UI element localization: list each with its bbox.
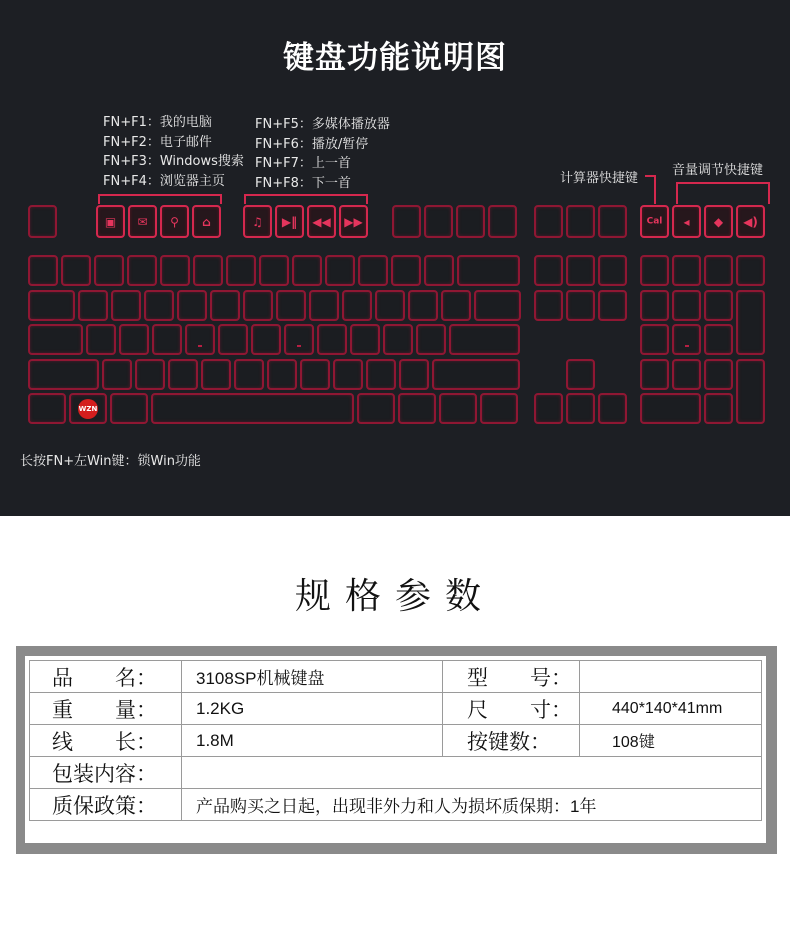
- size-label: 尺 寸：: [443, 693, 580, 725]
- calculator-callout: 计算器快捷键: [560, 171, 639, 186]
- key: [300, 359, 330, 390]
- brand-logo-icon: WZN: [78, 399, 98, 419]
- key: [201, 359, 231, 390]
- f8-key: [339, 205, 368, 238]
- print-screen-key: [534, 205, 563, 238]
- f4-key: [192, 205, 221, 238]
- scroll-lock-key: [566, 205, 595, 238]
- key: [398, 393, 436, 424]
- fn-f2-note: FN+F2：电子邮件: [103, 135, 212, 150]
- key: [78, 290, 108, 321]
- key: [292, 255, 322, 286]
- f5-key: [243, 205, 272, 238]
- numpad-key: [640, 324, 669, 355]
- nav-key: [534, 290, 563, 321]
- key: [135, 359, 165, 390]
- key: [399, 359, 429, 390]
- key: [357, 393, 395, 424]
- key: [284, 324, 314, 355]
- key: [416, 324, 446, 355]
- key: [86, 324, 116, 355]
- key: [449, 324, 520, 355]
- mail-icon: ✉: [137, 214, 148, 229]
- music-icon: ♫: [252, 214, 263, 229]
- mute-key: [704, 205, 733, 238]
- key: [366, 359, 396, 390]
- numpad-key: [704, 324, 733, 355]
- key: [102, 359, 132, 390]
- key: [28, 255, 58, 286]
- key: [28, 393, 66, 424]
- fn-f6-note: FN+F6：播放/暂停: [255, 137, 369, 152]
- play-pause-icon: ▶‖: [281, 214, 298, 229]
- key: [160, 255, 190, 286]
- numpad-key: [704, 393, 733, 424]
- cable-length-value: 1.8M: [182, 725, 443, 757]
- f3-key: [160, 205, 189, 238]
- key: [28, 290, 75, 321]
- spec-table: [29, 660, 762, 821]
- key: [234, 359, 264, 390]
- name-label: 品 名：: [30, 661, 182, 693]
- key: [28, 324, 83, 355]
- arrow-key: [598, 393, 627, 424]
- next-track-icon: ▶▶: [344, 214, 363, 229]
- numpad-enter-key: [736, 359, 765, 424]
- key: [185, 324, 215, 355]
- key: [424, 255, 454, 286]
- fn-f4-note: FN+F4：浏览器主页: [103, 174, 225, 189]
- model-label: 型 号：: [443, 661, 580, 693]
- numpad-key: [736, 255, 765, 286]
- calculator-key: [640, 205, 669, 238]
- f12-key: [488, 205, 517, 238]
- fn-f1-note: FN+F1：我的电脑: [103, 115, 212, 130]
- key: [177, 290, 207, 321]
- volume-callout: 音量调节快捷键: [672, 163, 764, 178]
- volume-up-key: [736, 205, 765, 238]
- my-computer-icon: ▣: [104, 214, 117, 229]
- key: [210, 290, 240, 321]
- spec-frame: [16, 646, 777, 854]
- f9-key: [392, 205, 421, 238]
- key: [144, 290, 174, 321]
- key: [152, 324, 182, 355]
- key: [439, 393, 477, 424]
- numpad-key: [672, 290, 701, 321]
- media-bracket-right: [366, 194, 368, 204]
- nav-key: [598, 290, 627, 321]
- key-bump: [685, 345, 689, 347]
- f2-key: [128, 205, 157, 238]
- calc-leader-v: [654, 175, 656, 204]
- numpad-zero-key: [640, 393, 701, 424]
- key: [474, 290, 521, 321]
- fn-bracket-line: [98, 194, 222, 196]
- table-row: [30, 757, 762, 789]
- key: [441, 290, 471, 321]
- key: [276, 290, 306, 321]
- key: [333, 359, 363, 390]
- key: [457, 255, 520, 286]
- key: [243, 290, 273, 321]
- key: [28, 359, 99, 390]
- calculator-key-label: Cal: [646, 216, 663, 226]
- nav-key: [566, 290, 595, 321]
- numpad-key: [704, 359, 733, 390]
- key: [480, 393, 518, 424]
- key-bump: [198, 345, 202, 347]
- name-value: 3108SP机械键盘: [182, 661, 443, 693]
- key: [218, 324, 248, 355]
- fn-f5-note: FN+F5：多媒体播放器: [255, 117, 390, 132]
- volume-down-key: [672, 205, 701, 238]
- key: [168, 359, 198, 390]
- arrow-up-key: [566, 359, 595, 390]
- key: [61, 255, 91, 286]
- warranty-value: 产品购买之日起，出现非外力和人为损坏质保期：1年: [182, 789, 762, 821]
- volume-bracket-line: [676, 182, 770, 184]
- fn-bracket-left: [98, 194, 100, 204]
- previous-track-icon: ◀◀: [312, 214, 331, 229]
- search-icon: ⚲: [170, 214, 179, 229]
- volume-bracket-left: [676, 182, 678, 204]
- media-bracket-line: [244, 194, 368, 196]
- key: [432, 359, 520, 390]
- pause-key: [598, 205, 627, 238]
- f11-key: [456, 205, 485, 238]
- key: [317, 324, 347, 355]
- table-row: [30, 661, 762, 693]
- volume-down-icon: ◂: [683, 214, 690, 229]
- cable-length-label: 线 长：: [30, 725, 182, 757]
- fn-f8-note: FN+F8：下一首: [255, 176, 351, 191]
- table-row: [30, 693, 762, 725]
- arrow-key: [566, 393, 595, 424]
- numpad-key: [672, 255, 701, 286]
- numpad-key: [704, 255, 733, 286]
- fn-f3-note: FN+F3：Windows搜索: [103, 154, 244, 169]
- size-value: 440*140*41mm: [580, 693, 762, 725]
- key: [383, 324, 413, 355]
- packing-value: [182, 757, 762, 789]
- spec-inner: [25, 656, 766, 843]
- numpad-plus-key: [736, 290, 765, 355]
- f6-key: [275, 205, 304, 238]
- win-lock-note: 长按FN+左Win键：锁Win功能: [20, 454, 201, 469]
- keyboard-diagram-title: 键盘功能说明图: [283, 40, 507, 76]
- spec-title: 规格参数: [294, 576, 495, 617]
- nav-key: [534, 255, 563, 286]
- key: [251, 324, 281, 355]
- numpad-key: [640, 290, 669, 321]
- model-value: [580, 661, 762, 693]
- numpad-key: [672, 359, 701, 390]
- key: [110, 393, 148, 424]
- volume-up-icon: ◀): [743, 214, 758, 229]
- f10-key: [424, 205, 453, 238]
- packing-label: 包装内容：: [30, 757, 182, 789]
- key: [151, 393, 354, 424]
- key: [325, 255, 355, 286]
- key: [119, 324, 149, 355]
- key: [408, 290, 438, 321]
- key: [94, 255, 124, 286]
- key: [391, 255, 421, 286]
- key: [309, 290, 339, 321]
- key: [342, 290, 372, 321]
- fn-bracket-right: [220, 194, 222, 204]
- warranty-label: 质保政策：: [30, 789, 182, 821]
- esc-key: [28, 205, 57, 238]
- nav-key: [566, 255, 595, 286]
- media-bracket-left: [244, 194, 246, 204]
- f1-key: [96, 205, 125, 238]
- key: [193, 255, 223, 286]
- f7-key: [307, 205, 336, 238]
- key: [111, 290, 141, 321]
- fn-f7-note: FN+F7：上一首: [255, 156, 351, 171]
- arrow-key: [534, 393, 563, 424]
- key-bump: [297, 345, 301, 347]
- mute-icon: ◆: [713, 214, 724, 229]
- key: [259, 255, 289, 286]
- nav-key: [598, 255, 627, 286]
- numpad-key: [672, 324, 701, 355]
- table-row: [30, 789, 762, 821]
- numpad-key: [640, 359, 669, 390]
- home-icon: ⌂: [202, 214, 211, 229]
- numpad-key: [704, 290, 733, 321]
- numpad-key: [640, 255, 669, 286]
- volume-bracket-right: [768, 182, 770, 204]
- key: [226, 255, 256, 286]
- key: [358, 255, 388, 286]
- weight-label: 重 量：: [30, 693, 182, 725]
- key-count-value: 108键: [580, 725, 762, 757]
- table-row: [30, 725, 762, 757]
- key: [350, 324, 380, 355]
- win-key: [69, 393, 107, 424]
- key: [267, 359, 297, 390]
- key: [375, 290, 405, 321]
- key-count-label: 按键数：: [443, 725, 580, 757]
- key: [127, 255, 157, 286]
- weight-value: 1.2KG: [182, 693, 443, 725]
